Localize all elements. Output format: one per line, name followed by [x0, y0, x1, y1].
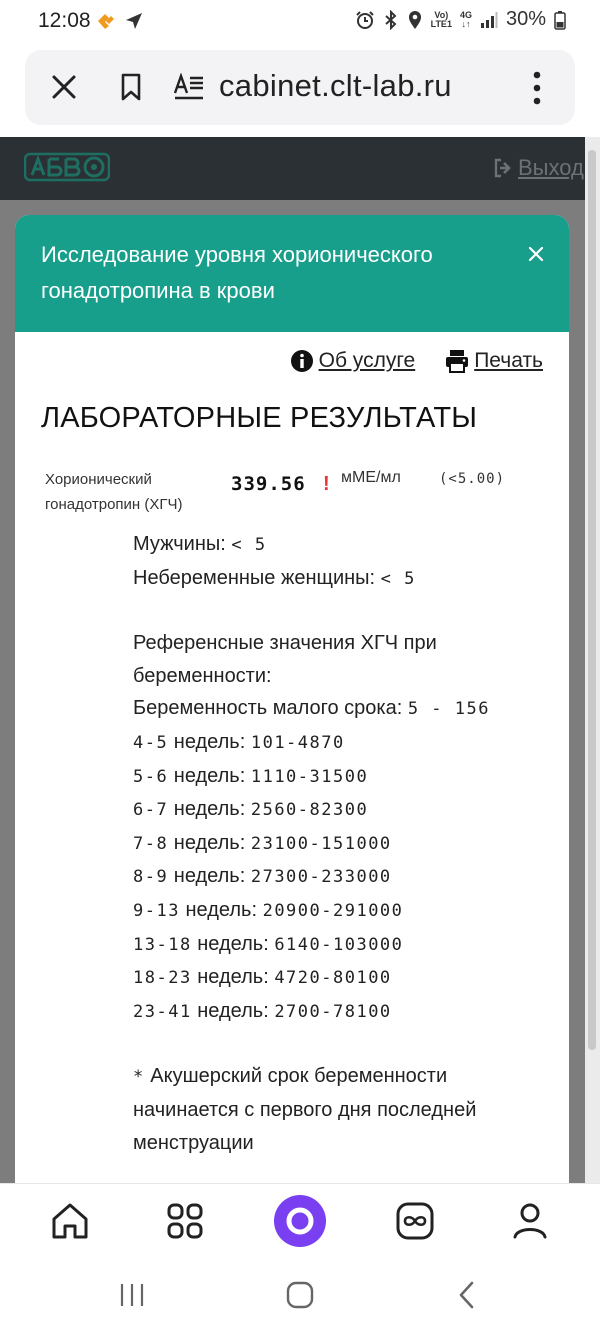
modal-title: Исследование уровня хорионического гонадотропина в крови	[41, 242, 433, 303]
status-right-icons	[355, 8, 566, 31]
site-header	[0, 137, 585, 200]
week-range-label: 8-9	[133, 867, 169, 888]
week-row	[133, 827, 543, 861]
footnote-text: Акушерский срок беременности начинается с первого дня последней менструации	[133, 1065, 477, 1154]
week-row	[133, 860, 543, 894]
week-word: недель:	[168, 764, 251, 787]
week-word: недель:	[191, 966, 275, 989]
spacer	[133, 595, 543, 627]
early-label: Беременность малого срока:	[133, 697, 408, 720]
week-word: недель:	[191, 999, 275, 1022]
week-value-range: 23100-151000	[250, 833, 392, 854]
week-range-label: 4-5	[133, 732, 169, 753]
footnote	[133, 1060, 543, 1159]
test-unit: мМЕ/мл	[341, 469, 401, 486]
pregnancy-intro: Референсные значения ХГЧ при беременности:	[133, 632, 437, 687]
week-range-label: 13-18	[133, 934, 192, 955]
test-reference-range: (<5.00)	[439, 471, 506, 487]
week-word: недель:	[191, 932, 275, 955]
volte-icon: Vo) LTE1	[430, 9, 452, 29]
week-value-range: 2560-82300	[250, 800, 369, 821]
footnote-mark: *	[133, 1067, 145, 1088]
test-name: Хорионический гонадотропин (ХГЧ)	[45, 471, 183, 513]
spacer	[133, 1028, 543, 1060]
week-value-range: 4720-80100	[274, 968, 392, 989]
week-range-label: 6-7	[133, 800, 169, 821]
men-value: < 5	[231, 535, 267, 555]
reference-notes	[133, 528, 543, 1159]
print-link[interactable]	[445, 349, 543, 373]
week-row	[133, 928, 543, 962]
tabs-grid-icon[interactable]	[163, 1199, 207, 1243]
early-pregnancy	[133, 692, 543, 726]
printer-icon	[445, 349, 469, 373]
modal-actions	[290, 349, 543, 373]
address-bar[interactable]	[25, 50, 575, 125]
test-value: 339.56	[231, 473, 306, 495]
week-row	[133, 793, 543, 827]
week-row	[133, 995, 543, 1029]
week-range-label: 7-8	[133, 833, 169, 854]
logout-label[interactable]: Выход	[518, 155, 584, 180]
week-row	[133, 760, 543, 794]
week-word: недель:	[179, 898, 263, 921]
week-value-range: 6140-103000	[274, 934, 404, 955]
url-text[interactable]: cabinet.clt-lab.ru	[219, 68, 452, 103]
week-value-range: 101-4870	[250, 732, 345, 753]
alice-ring-icon	[274, 1195, 326, 1247]
browser-bottom-nav	[0, 1183, 600, 1258]
print-label[interactable]: Печать	[474, 349, 543, 372]
about-service-link[interactable]	[290, 349, 416, 373]
scrollbar-thumb[interactable]	[588, 150, 596, 1050]
week-value-range: 1110-31500	[250, 766, 369, 787]
men-label: Мужчины:	[133, 533, 232, 555]
week-word: недель:	[168, 798, 251, 821]
alice-assistant-icon[interactable]	[274, 1195, 326, 1247]
modal-body	[15, 332, 569, 1185]
week-row	[133, 961, 543, 995]
battery-icon	[554, 10, 566, 30]
status-bar	[0, 0, 600, 44]
bookmark-icon[interactable]	[116, 72, 146, 102]
section-heading: ЛАБОРАТОРНЫЕ РЕЗУЛЬТАТЫ	[41, 402, 478, 434]
more-vert-icon[interactable]	[529, 68, 545, 108]
week-row	[133, 726, 543, 760]
men-reference	[133, 528, 543, 562]
modal-header	[15, 215, 569, 332]
recent-apps-icon[interactable]	[115, 1278, 149, 1312]
network-4g-icon: 4G ↓↑	[459, 9, 472, 29]
week-range-label: 23-41	[133, 1001, 192, 1022]
battery-percent: 30%	[505, 8, 546, 30]
alarm-icon	[355, 10, 375, 30]
week-range-label: 9-13	[133, 900, 180, 921]
women-reference	[133, 562, 543, 596]
weeks-list	[133, 726, 543, 1028]
abnormal-flag: !	[323, 473, 330, 495]
week-range-label: 5-6	[133, 766, 169, 787]
back-icon[interactable]	[451, 1278, 485, 1312]
site-logo[interactable]	[24, 151, 110, 183]
logout-icon	[492, 157, 514, 179]
logout-link[interactable]	[492, 155, 584, 181]
week-range-label: 18-23	[133, 968, 192, 989]
week-value-range: 2700-78100	[274, 1001, 392, 1022]
loop-icon[interactable]	[393, 1199, 437, 1243]
status-left-icons	[96, 11, 144, 31]
early-value: 5 - 156	[407, 699, 490, 720]
week-word: недель:	[168, 831, 251, 854]
info-icon	[290, 349, 314, 373]
location-arrow-icon	[124, 11, 144, 31]
home-icon[interactable]	[48, 1199, 92, 1243]
notification-icon	[96, 11, 116, 31]
women-value: < 5	[380, 568, 416, 589]
system-home-icon[interactable]	[283, 1278, 317, 1312]
week-value-range: 27300-233000	[250, 867, 392, 888]
week-word: недель:	[168, 730, 251, 753]
modal-close-icon[interactable]	[524, 242, 548, 266]
women-label: Небеременные женщины:	[133, 566, 381, 589]
profile-icon[interactable]	[508, 1199, 552, 1243]
status-time: 12:08	[38, 9, 91, 32]
system-nav-bar	[0, 1258, 600, 1332]
close-icon[interactable]	[49, 72, 79, 102]
about-service-label[interactable]: Об услуге	[318, 349, 416, 372]
week-word: недель:	[168, 865, 251, 888]
result-modal	[15, 215, 569, 1185]
bluetooth-icon	[383, 10, 399, 30]
week-value-range: 20900-291000	[262, 900, 404, 921]
reader-mode-icon[interactable]	[173, 73, 205, 101]
signal-icon	[480, 11, 498, 29]
week-row	[133, 894, 543, 928]
location-pin-icon	[407, 10, 423, 30]
